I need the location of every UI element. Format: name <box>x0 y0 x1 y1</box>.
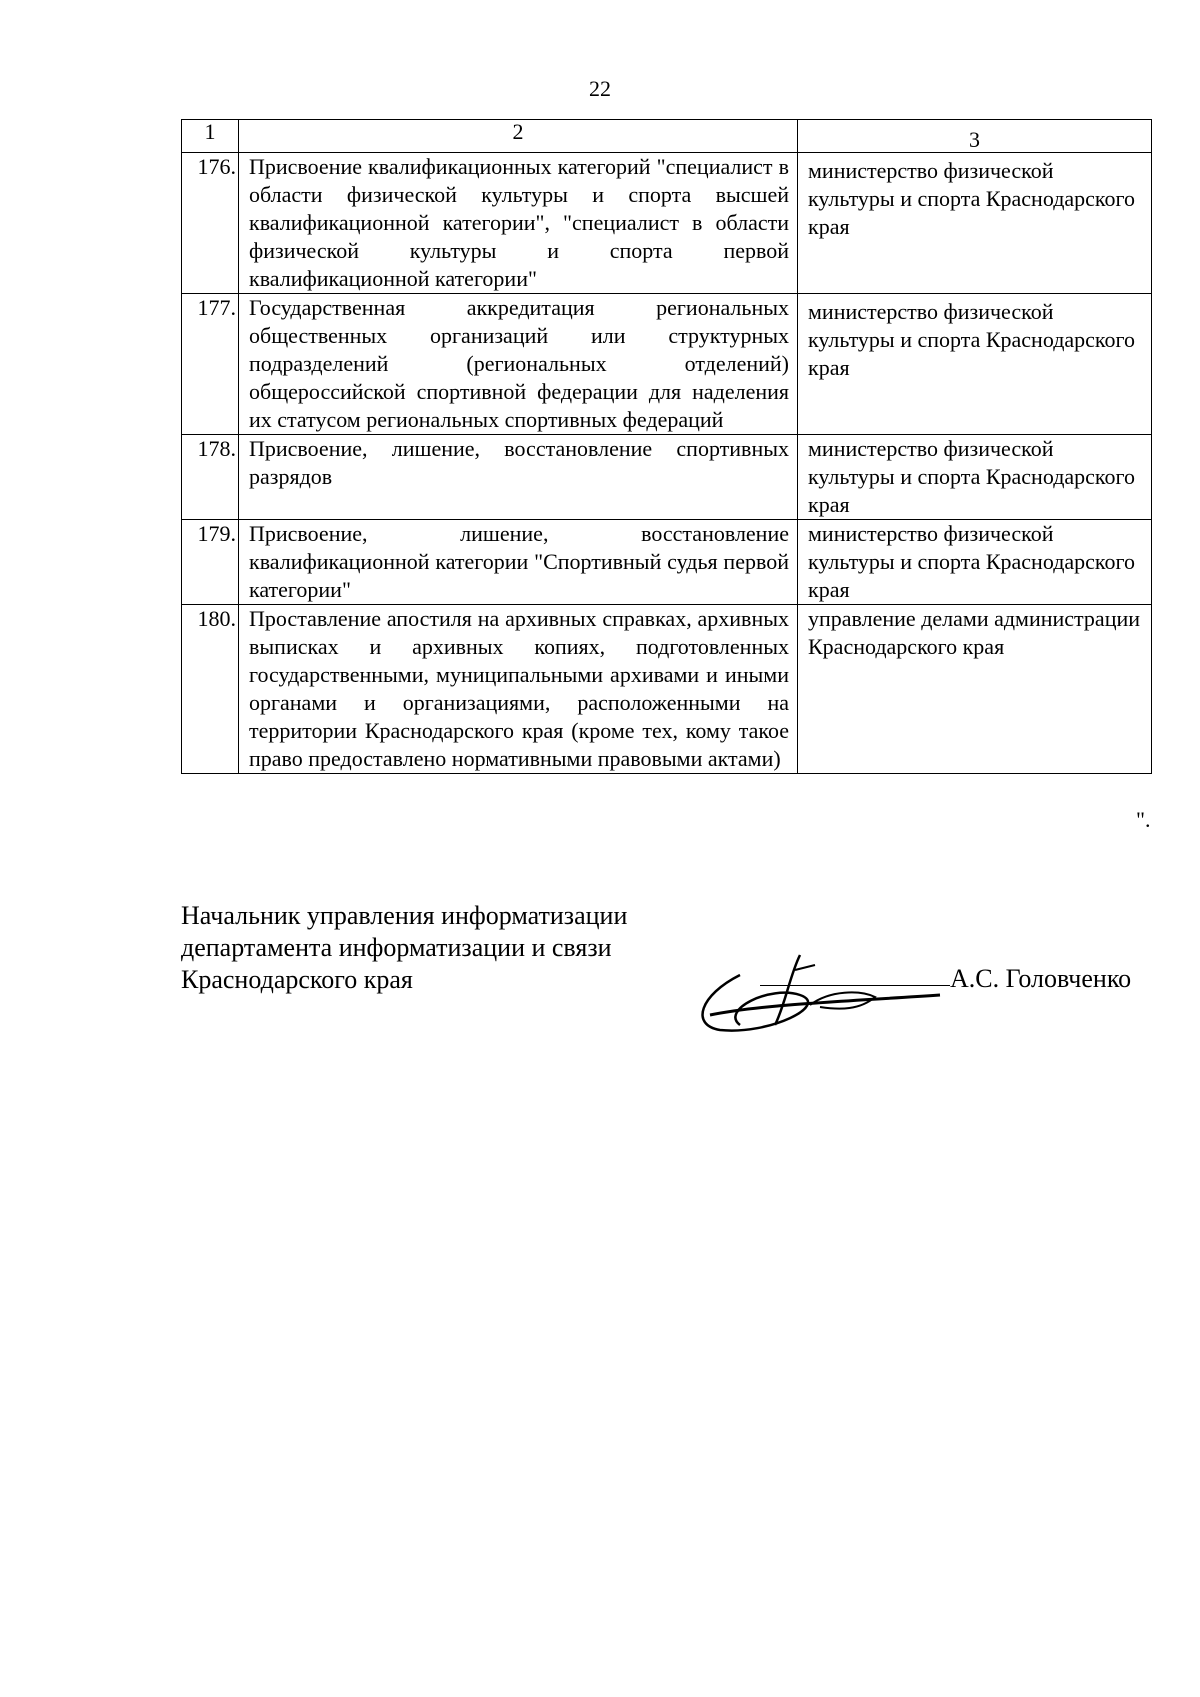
table-row <box>182 294 1152 435</box>
row-number: 180. <box>182 605 239 774</box>
table-row <box>182 435 1152 520</box>
authority-name: министерство физической культуры и спорта Краснодарского края <box>798 294 1152 435</box>
service-name: Государственная аккредитация региональных общественных организаций или структурных подразделений (региональных отделений) общероссийской спортивной федерации для наделения их статусом региональных спортивных федераций <box>239 294 798 435</box>
authority-name: управление делами администрации Краснодарского края <box>798 605 1152 774</box>
service-name: Присвоение квалификационных категорий "специалист в области физической культуры и спорта высшей квалификационной категории", "специалист в области физической культуры и спорта первой квалификационной категории" <box>239 153 798 294</box>
table-row <box>182 520 1152 605</box>
header-col-2: 2 <box>239 120 798 153</box>
header-col-1: 1 <box>182 120 239 153</box>
handwritten-signature <box>680 935 960 1045</box>
table-header-row <box>182 120 1152 153</box>
row-number: 179. <box>182 520 239 605</box>
table-row <box>182 605 1152 774</box>
position-line: департамента информатизации и связи <box>181 933 612 962</box>
row-number: 177. <box>182 294 239 435</box>
page-number: 22 <box>589 76 611 101</box>
position-line: Краснодарского края <box>181 965 413 994</box>
signatory-position <box>181 900 627 996</box>
service-name: Проставление апостиля на архивных справках, архивных выписках и архивных копиях, подготовленных государственными, муниципальными архивами и иными органами и организациями, расположенными на территории Краснодарского края (кроме тех, кому такое право предоставлено нормативными правовыми актами) <box>239 605 798 774</box>
closing-quote: ". <box>1136 807 1151 832</box>
position-line: Начальник управления информатизации <box>181 901 628 930</box>
table-row <box>182 153 1152 294</box>
authority-name: министерство физической культуры и спорта Краснодарского края <box>798 520 1152 605</box>
signature-line <box>760 985 950 986</box>
row-number: 178. <box>182 435 239 520</box>
header-col-3: 3 <box>798 120 1152 153</box>
authority-name: министерство физической культуры и спорта Краснодарского края <box>798 153 1152 294</box>
services-table <box>181 119 1152 774</box>
authority-name: министерство физической культуры и спорта Краснодарского края <box>798 435 1152 520</box>
service-name: Присвоение, лишение, восстановление спортивных разрядов <box>239 435 798 520</box>
service-name: Присвоение, лишение, восстановление квалификационной категории "Спортивный судья первой категории" <box>239 520 798 605</box>
row-number: 176. <box>182 153 239 294</box>
signatory-name: А.С. Головченко <box>950 964 1132 993</box>
